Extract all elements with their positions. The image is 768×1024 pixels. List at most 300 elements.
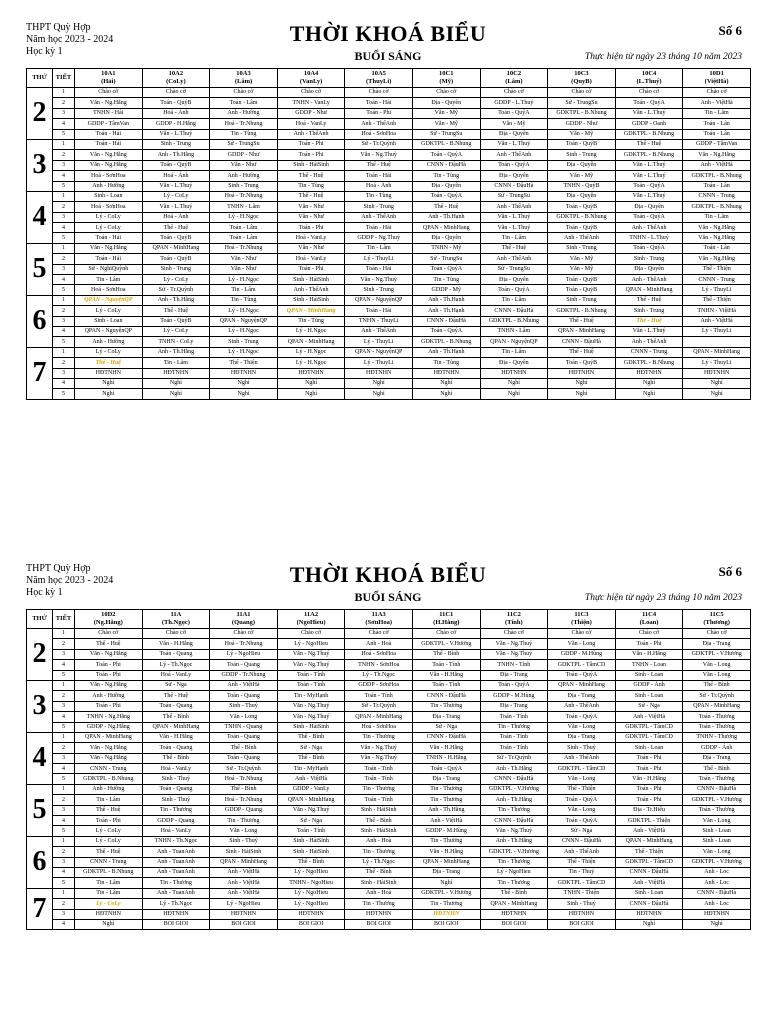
lesson-cell: Hoá - SơnHoa bbox=[345, 129, 413, 139]
lesson-cell: Sinh - HảiSinh bbox=[345, 826, 413, 836]
class-teacher: (Hải) bbox=[101, 78, 116, 85]
lesson-cell: TNHN - SơnHoa bbox=[345, 660, 413, 670]
lesson-cell: Toán - Lân bbox=[683, 119, 751, 129]
lesson-cell: Anh - Th.Hằng bbox=[412, 805, 480, 815]
lesson-cell: Thể - Huệ bbox=[277, 191, 345, 201]
class-teacher: (Thương) bbox=[703, 619, 730, 626]
lesson-cell: Sinh - HảiSinh bbox=[277, 275, 345, 285]
lesson-cell: Văn - Long bbox=[548, 805, 616, 815]
lesson-cell: QPAN - MinhHang bbox=[412, 223, 480, 233]
lesson-cell: Anh - ThếAnh bbox=[548, 847, 616, 857]
period-number: 4 bbox=[53, 171, 75, 181]
lesson-cell: Lý - H.Ngọc bbox=[277, 347, 345, 357]
timetable-row bbox=[27, 223, 751, 233]
lesson-cell: GDKTPL - B.Nhung bbox=[412, 139, 480, 149]
period-number: 3 bbox=[53, 316, 75, 326]
lesson-cell: QPAN - NguyệnQP bbox=[75, 326, 143, 336]
lesson-cell: Toán - Tính bbox=[277, 670, 345, 680]
lesson-cell: Hoá - VanLy bbox=[277, 119, 345, 129]
lesson-cell: Toán - Tính bbox=[277, 826, 345, 836]
lesson-cell: Văn - H.Hằng bbox=[615, 649, 683, 659]
lesson-cell: Nghỉ bbox=[345, 389, 413, 399]
lesson-cell: HĐTNHN bbox=[412, 909, 480, 919]
timetable-row bbox=[27, 171, 751, 181]
lesson-cell: Văn - L.Thuý bbox=[480, 223, 548, 233]
timetable-sheet-2 bbox=[26, 563, 750, 930]
lesson-cell: Anh - TuanAnh bbox=[142, 857, 210, 867]
school-year: Năm học 2023 - 2024 bbox=[26, 575, 114, 586]
lesson-cell: Sinh - HảiSinh bbox=[277, 722, 345, 732]
lesson-cell: Lý - ThuyLi bbox=[683, 358, 751, 368]
lesson-cell: Văn - L.Thuý bbox=[142, 129, 210, 139]
class-teacher: (H.Hằng) bbox=[433, 619, 460, 626]
period-number: 2 bbox=[53, 743, 75, 753]
lesson-cell: Địa - Trang bbox=[548, 732, 616, 742]
lesson-cell: BOI GIOI bbox=[548, 919, 616, 929]
lesson-cell: Văn - L.Thuý bbox=[480, 212, 548, 222]
class-name: 11A1 bbox=[236, 611, 251, 618]
lesson-cell: Toán - Quang bbox=[142, 649, 210, 659]
lesson-cell: Hoá - Tr.Nhung bbox=[210, 191, 278, 201]
lesson-cell: Toán - Lân bbox=[683, 129, 751, 139]
lesson-cell: Thể - Huệ bbox=[75, 805, 143, 815]
period-number: 4 bbox=[53, 816, 75, 826]
lesson-cell: QPAN - MinhHang bbox=[548, 680, 616, 690]
lesson-cell: Lý - NgoHieu bbox=[277, 888, 345, 898]
lesson-cell: Thể - Huệ bbox=[75, 358, 143, 368]
sheet-header bbox=[26, 563, 750, 609]
school-term: Học kỳ 1 bbox=[26, 46, 63, 57]
lesson-cell: Anh - Th.Hạnh bbox=[412, 306, 480, 316]
lesson-cell: Sinh - HảiSinh bbox=[277, 295, 345, 305]
lesson-cell: Anh - ViệtHà bbox=[615, 712, 683, 722]
lesson-cell: Tin - Thương bbox=[480, 805, 548, 815]
lesson-cell: Toán - Lâm bbox=[210, 233, 278, 243]
lesson-cell: BOI GIOI bbox=[142, 919, 210, 929]
lesson-cell: GDDP - M.Hùng bbox=[412, 826, 480, 836]
lesson-cell: Lý - NgoHieu bbox=[210, 649, 278, 659]
lesson-cell: Toán - QuýB bbox=[548, 285, 616, 295]
lesson-cell: Anh - Th.Hạnh bbox=[412, 347, 480, 357]
lesson-cell: TNHN - Hải bbox=[75, 108, 143, 118]
lesson-cell: Nghỉ bbox=[615, 378, 683, 388]
lesson-cell: Chào cờ bbox=[683, 629, 751, 639]
timetable-row bbox=[27, 919, 751, 929]
lesson-cell: Văn - Mỹ bbox=[548, 171, 616, 181]
lesson-cell: HĐTNHN bbox=[210, 368, 278, 378]
lesson-cell: Văn - Long bbox=[548, 774, 616, 784]
period-number: 3 bbox=[53, 108, 75, 118]
lesson-cell: Sinh - Thuý bbox=[548, 899, 616, 909]
lesson-cell: Thể - Thiện bbox=[683, 295, 751, 305]
class-teacher: (SơnHoa) bbox=[365, 619, 393, 626]
lesson-cell: Văn - Mỹ bbox=[548, 254, 616, 264]
timetable-row bbox=[27, 878, 751, 888]
lesson-cell: Lý - NgoHieu bbox=[277, 899, 345, 909]
lesson-cell: HĐTNHN bbox=[548, 368, 616, 378]
lesson-cell: CNNN - ĐậuHà bbox=[412, 691, 480, 701]
period-number: 2 bbox=[53, 639, 75, 649]
lesson-cell: Chào cờ bbox=[345, 629, 413, 639]
period-number: 5 bbox=[53, 129, 75, 139]
period-number: 5 bbox=[53, 878, 75, 888]
lesson-cell: Thể - Huệ bbox=[548, 316, 616, 326]
lesson-cell: Sinh - Loan bbox=[615, 691, 683, 701]
lesson-cell: Toán - Tính bbox=[345, 764, 413, 774]
lesson-cell: Sử - Nga bbox=[277, 743, 345, 753]
lesson-cell: Chào cờ bbox=[210, 629, 278, 639]
lesson-cell: Tin - Lâm bbox=[210, 285, 278, 295]
lesson-cell: Anh - ThếAnh bbox=[345, 212, 413, 222]
lesson-cell: Toán - Phi bbox=[277, 150, 345, 160]
lesson-cell: Văn - H.Hằng bbox=[615, 774, 683, 784]
lesson-cell: Văn - L.Thuý bbox=[615, 160, 683, 170]
timetable-row bbox=[27, 795, 751, 805]
schedule-number: Số 6 bbox=[718, 23, 742, 38]
lesson-cell: Văn - Ng.Thuý bbox=[277, 660, 345, 670]
lesson-cell: Địa - Quyên bbox=[548, 160, 616, 170]
header-row bbox=[27, 69, 751, 88]
day-label: 6 bbox=[27, 836, 53, 888]
lesson-cell: Toán - QuýB bbox=[548, 202, 616, 212]
class-name: 10A5 bbox=[371, 70, 386, 77]
timetable-row bbox=[27, 660, 751, 670]
lesson-cell: Thể - Huệ bbox=[615, 139, 683, 149]
lesson-cell: Anh - TuanAnh bbox=[142, 867, 210, 877]
timetable-row bbox=[27, 691, 751, 701]
lesson-cell: Toán - Quang bbox=[210, 691, 278, 701]
lesson-cell: CNNN - ĐậuHà bbox=[480, 181, 548, 191]
lesson-cell: HĐTNHN bbox=[142, 909, 210, 919]
lesson-cell: GDDP - Quang bbox=[142, 816, 210, 826]
lesson-cell: HĐTNHN bbox=[345, 368, 413, 378]
lesson-cell: Toán - QuýB bbox=[142, 233, 210, 243]
class-header bbox=[548, 610, 616, 629]
header-day: THỨ bbox=[27, 69, 53, 88]
lesson-cell: Tin - Lâm bbox=[75, 795, 143, 805]
lesson-cell: BOI GIOI bbox=[277, 919, 345, 929]
lesson-cell: GDKTPL - V.Hương bbox=[480, 784, 548, 794]
lesson-cell: Thể - Huệ bbox=[345, 160, 413, 170]
lesson-cell: Thể - Huệ bbox=[412, 202, 480, 212]
period-number: 1 bbox=[53, 191, 75, 201]
class-teacher: (VanLy) bbox=[299, 78, 323, 85]
lesson-cell: QPAN - MinhHang bbox=[683, 347, 751, 357]
lesson-cell: Sinh - Thuý bbox=[210, 836, 278, 846]
lesson-cell: Chào cờ bbox=[142, 88, 210, 98]
lesson-cell: Toán - Tính bbox=[345, 774, 413, 784]
class-name: 10A2 bbox=[168, 70, 184, 77]
lesson-cell: Nghỉ bbox=[75, 389, 143, 399]
class-teacher: (Lâm) bbox=[234, 78, 253, 85]
lesson-cell: TNHN - CoLy bbox=[142, 337, 210, 347]
lesson-cell: GDKTPL - TâmCD bbox=[548, 764, 616, 774]
class-name: 10C1 bbox=[439, 70, 454, 77]
lesson-cell: Toán - Lâm bbox=[210, 98, 278, 108]
lesson-cell: Tin - Thương bbox=[142, 805, 210, 815]
lesson-cell: Văn - L.Thuý bbox=[142, 181, 210, 191]
lesson-cell: Toán - QuýA bbox=[548, 816, 616, 826]
lesson-cell: GDDP - VanLy bbox=[277, 784, 345, 794]
lesson-cell: Toán - QuýA bbox=[548, 670, 616, 680]
lesson-cell: Anh - ViệtHà bbox=[210, 867, 278, 877]
school-name: THPT Quỳ Hợp bbox=[26, 22, 91, 33]
lesson-cell: GDDP - M.Hùng bbox=[480, 691, 548, 701]
lesson-cell: Anh - ThếAnh bbox=[277, 129, 345, 139]
lesson-cell: Lý - H.Ngọc bbox=[210, 326, 278, 336]
lesson-cell: QPAN - MinhHang bbox=[412, 857, 480, 867]
lesson-cell: GDDP - H.Hằng bbox=[142, 119, 210, 129]
lesson-cell: Toán - Tính bbox=[480, 743, 548, 753]
class-header bbox=[548, 69, 616, 88]
lesson-cell: Thể - Bình bbox=[480, 888, 548, 898]
lesson-cell: Văn - Như bbox=[277, 202, 345, 212]
period-number: 3 bbox=[53, 701, 75, 711]
timetable-row bbox=[27, 306, 751, 316]
lesson-cell: Chào cờ bbox=[548, 629, 616, 639]
lesson-cell: Nghỉ bbox=[412, 878, 480, 888]
lesson-cell: Toán - Thương bbox=[683, 805, 751, 815]
class-teacher: (CoLy) bbox=[166, 78, 186, 85]
lesson-cell: Văn - Ng.Thuý bbox=[480, 826, 548, 836]
lesson-cell: Địa - Quyên bbox=[615, 202, 683, 212]
timetable-row bbox=[27, 649, 751, 659]
lesson-cell: Tin - Thương bbox=[480, 857, 548, 867]
class-teacher: (ThuyLi) bbox=[366, 78, 392, 85]
lesson-cell: Sinh - Trung bbox=[345, 285, 413, 295]
lesson-cell: Nghỉ bbox=[683, 378, 751, 388]
schedule-number: Số 6 bbox=[718, 564, 742, 579]
lesson-cell: Thể - Bình bbox=[683, 680, 751, 690]
timetable-row bbox=[27, 337, 751, 347]
lesson-cell: Nghỉ bbox=[480, 389, 548, 399]
lesson-cell: GDKTPL - B.Nhung bbox=[615, 129, 683, 139]
timetable-row bbox=[27, 264, 751, 274]
lesson-cell: Toán - QuýA bbox=[615, 98, 683, 108]
lesson-cell: Tin - Thương bbox=[412, 701, 480, 711]
lesson-cell: HĐTNHN bbox=[615, 909, 683, 919]
period-number: 5 bbox=[53, 337, 75, 347]
lesson-cell: Anh - Hường bbox=[75, 337, 143, 347]
lesson-cell: CNNN - Trung bbox=[683, 275, 751, 285]
class-header bbox=[480, 69, 548, 88]
lesson-cell: BOI GIOI bbox=[480, 919, 548, 929]
class-name: 10A3 bbox=[236, 70, 251, 77]
lesson-cell: Anh - Hoà bbox=[345, 836, 413, 846]
lesson-cell: Chào cờ bbox=[277, 629, 345, 639]
lesson-cell: Văn - Như bbox=[277, 212, 345, 222]
lesson-cell: Anh - ViệtHà bbox=[683, 316, 751, 326]
lesson-cell: Văn - L.Thuý bbox=[615, 326, 683, 336]
lesson-cell: Văn - Ng.Hằng bbox=[683, 233, 751, 243]
timetable-row bbox=[27, 295, 751, 305]
lesson-cell: Văn - Ng.Hằng bbox=[75, 680, 143, 690]
class-name: 11C3 bbox=[574, 611, 589, 618]
lesson-cell: Lý - H.Ngọc bbox=[277, 358, 345, 368]
period-number: 3 bbox=[53, 160, 75, 170]
lesson-cell: Anh - TuanAnh bbox=[142, 847, 210, 857]
lesson-cell: Anh - ThếAnh bbox=[480, 254, 548, 264]
lesson-cell: Văn - Ng.Thuý bbox=[277, 805, 345, 815]
lesson-cell: Toán - Lâm bbox=[210, 223, 278, 233]
lesson-cell: Văn - Ng.Hằng bbox=[75, 743, 143, 753]
lesson-cell: Địa - Quyên bbox=[480, 358, 548, 368]
class-header bbox=[142, 69, 210, 88]
effective-date: Thực hiện từ ngày 23 tháng 10 năm 2023 bbox=[584, 593, 742, 603]
period-number: 1 bbox=[53, 836, 75, 846]
period-number: 3 bbox=[53, 649, 75, 659]
lesson-cell: Hoá - VanLy bbox=[142, 670, 210, 680]
page-title: THỜI KHOÁ BIỂU bbox=[289, 562, 487, 587]
lesson-cell: GDKTPL - B.Nhung bbox=[548, 306, 616, 316]
lesson-cell: TNHN - Mỹ bbox=[412, 243, 480, 253]
lesson-cell: Toán - QuýA bbox=[412, 326, 480, 336]
lesson-cell: Chào cờ bbox=[548, 88, 616, 98]
period-number: 1 bbox=[53, 732, 75, 742]
day-label: 4 bbox=[27, 732, 53, 784]
lesson-cell: QPAN - MinhHang bbox=[75, 732, 143, 742]
lesson-cell: Văn - Long bbox=[548, 639, 616, 649]
period-number: 1 bbox=[53, 680, 75, 690]
lesson-cell: Thể - Bình bbox=[210, 743, 278, 753]
lesson-cell: Văn - Ng.Thuý bbox=[480, 649, 548, 659]
lesson-cell: GDKTPL - B.Nhung bbox=[683, 202, 751, 212]
lesson-cell: Địa - Quyên bbox=[480, 171, 548, 181]
timetable-row bbox=[27, 202, 751, 212]
timetable-row bbox=[27, 909, 751, 919]
lesson-cell: Anh - Th.Hằng bbox=[142, 347, 210, 357]
lesson-cell: Hoá - Tr.Nhung bbox=[210, 774, 278, 784]
lesson-cell: GDDP - SơnHoa bbox=[345, 680, 413, 690]
period-number: 5 bbox=[53, 722, 75, 732]
period-number: 2 bbox=[53, 150, 75, 160]
lesson-cell: GDKTPL - V.Hương bbox=[683, 649, 751, 659]
lesson-cell: GDDP - Tr.Nhung bbox=[210, 670, 278, 680]
class-header bbox=[683, 610, 751, 629]
lesson-cell: Tin - Thương bbox=[345, 732, 413, 742]
class-teacher: (Loan) bbox=[639, 619, 659, 626]
lesson-cell: Toán - QuýA bbox=[548, 795, 616, 805]
lesson-cell: Thể - Bình bbox=[277, 753, 345, 763]
lesson-cell: Thể - Bình bbox=[277, 857, 345, 867]
lesson-cell: Toán - Tính bbox=[480, 732, 548, 742]
lesson-cell: Lý - ThuyLi bbox=[683, 285, 751, 295]
class-name: 11C1 bbox=[439, 611, 454, 618]
lesson-cell: Toán - QuýA bbox=[615, 243, 683, 253]
lesson-cell: QPAN - MinhHang bbox=[277, 306, 345, 316]
lesson-cell: Toán - Phi bbox=[277, 223, 345, 233]
lesson-cell: Sinh - HảiSinh bbox=[277, 836, 345, 846]
school-name: THPT Quỳ Hợp bbox=[26, 563, 91, 574]
lesson-cell: Sinh - Loan bbox=[615, 743, 683, 753]
period-number: 5 bbox=[53, 181, 75, 191]
sheet-header bbox=[26, 22, 750, 68]
lesson-cell: Văn - Ng.Thuỳ bbox=[345, 150, 413, 160]
timetable-row bbox=[27, 160, 751, 170]
lesson-cell: Anh - Hường bbox=[210, 171, 278, 181]
lesson-cell: GDKTPL - B.Nhung bbox=[75, 774, 143, 784]
lesson-cell: Lý - ThuyLi bbox=[345, 337, 413, 347]
school-year: Năm học 2023 - 2024 bbox=[26, 34, 114, 45]
lesson-cell: Toán - Phi bbox=[615, 639, 683, 649]
lesson-cell: Chào cờ bbox=[683, 88, 751, 98]
lesson-cell: Nghỉ bbox=[75, 378, 143, 388]
timetable-row bbox=[27, 899, 751, 909]
lesson-cell: Thể - Huệ bbox=[615, 295, 683, 305]
lesson-cell: Lý - ThuyLi bbox=[345, 254, 413, 264]
lesson-cell: Lý - H.Ngọc bbox=[210, 347, 278, 357]
lesson-cell: Hoá - SơnHoa bbox=[75, 202, 143, 212]
lesson-cell: CNNN - ĐậuHà bbox=[683, 784, 751, 794]
lesson-cell: Sinh - HảiSinh bbox=[345, 805, 413, 815]
lesson-cell: QPAN - MinhHang bbox=[277, 795, 345, 805]
lesson-cell: Thể - Bình bbox=[142, 753, 210, 763]
lesson-cell: Địa - Trang bbox=[480, 670, 548, 680]
lesson-cell: Toán - Phi bbox=[615, 784, 683, 794]
timetable-row bbox=[27, 347, 751, 357]
lesson-cell: Toán - QuýA bbox=[615, 181, 683, 191]
lesson-cell: Văn - Ng.Thuý bbox=[277, 649, 345, 659]
lesson-cell: Toán - Thương bbox=[683, 722, 751, 732]
timetable-row bbox=[27, 243, 751, 253]
class-teacher: (ViệtHà) bbox=[704, 78, 729, 85]
timetable-row bbox=[27, 316, 751, 326]
lesson-cell: Tin - Thương bbox=[412, 899, 480, 909]
lesson-cell: Thể - Bình bbox=[345, 867, 413, 877]
class-header bbox=[142, 610, 210, 629]
lesson-cell: Anh - ViệtHà bbox=[683, 160, 751, 170]
lesson-cell: Lý - CoLy bbox=[142, 191, 210, 201]
lesson-cell: Chào cờ bbox=[412, 88, 480, 98]
timetable-row bbox=[27, 108, 751, 118]
lesson-cell: Anh - ThếAnh bbox=[480, 150, 548, 160]
lesson-cell: Thể - Thiện bbox=[683, 264, 751, 274]
lesson-cell: Địa - Trang bbox=[412, 774, 480, 784]
period-number: 1 bbox=[53, 347, 75, 357]
timetable-row bbox=[27, 857, 751, 867]
lesson-cell: Hoá - VanLy bbox=[277, 233, 345, 243]
lesson-cell: Sinh - Trung bbox=[615, 254, 683, 264]
timetable-row bbox=[27, 139, 751, 149]
period-number: 2 bbox=[53, 795, 75, 805]
lesson-cell: QPAN - NguyệnQP bbox=[75, 295, 143, 305]
lesson-cell: Địa - Trang bbox=[683, 753, 751, 763]
timetable-row bbox=[27, 836, 751, 846]
class-name: 10C2 bbox=[506, 70, 522, 77]
lesson-cell: Văn - Mỹ bbox=[412, 119, 480, 129]
period-number: 3 bbox=[53, 753, 75, 763]
lesson-cell: GDDP - TâmVan bbox=[683, 139, 751, 149]
lesson-cell: Toán - Phi bbox=[615, 795, 683, 805]
lesson-cell: Chào cờ bbox=[615, 629, 683, 639]
lesson-cell: Tin - Thương bbox=[412, 836, 480, 846]
day-label: 5 bbox=[27, 784, 53, 836]
lesson-cell: GDDP - Như bbox=[210, 150, 278, 160]
lesson-cell: Lý - CoLy bbox=[142, 275, 210, 285]
lesson-cell: Nghỉ bbox=[142, 389, 210, 399]
lesson-cell: Lý - Th.Ngọc bbox=[142, 660, 210, 670]
period-number: 5 bbox=[53, 285, 75, 295]
timetable-row bbox=[27, 639, 751, 649]
lesson-cell: TNHN - Tính bbox=[480, 660, 548, 670]
lesson-cell: Anh - Hoà bbox=[345, 639, 413, 649]
timetable-row bbox=[27, 764, 751, 774]
lesson-cell: Văn - H.Hằng bbox=[412, 670, 480, 680]
lesson-cell: Sinh - Thuý bbox=[210, 701, 278, 711]
timetable-row bbox=[27, 816, 751, 826]
period-number: 4 bbox=[53, 378, 75, 388]
lesson-cell: Sinh - Trung bbox=[210, 181, 278, 191]
